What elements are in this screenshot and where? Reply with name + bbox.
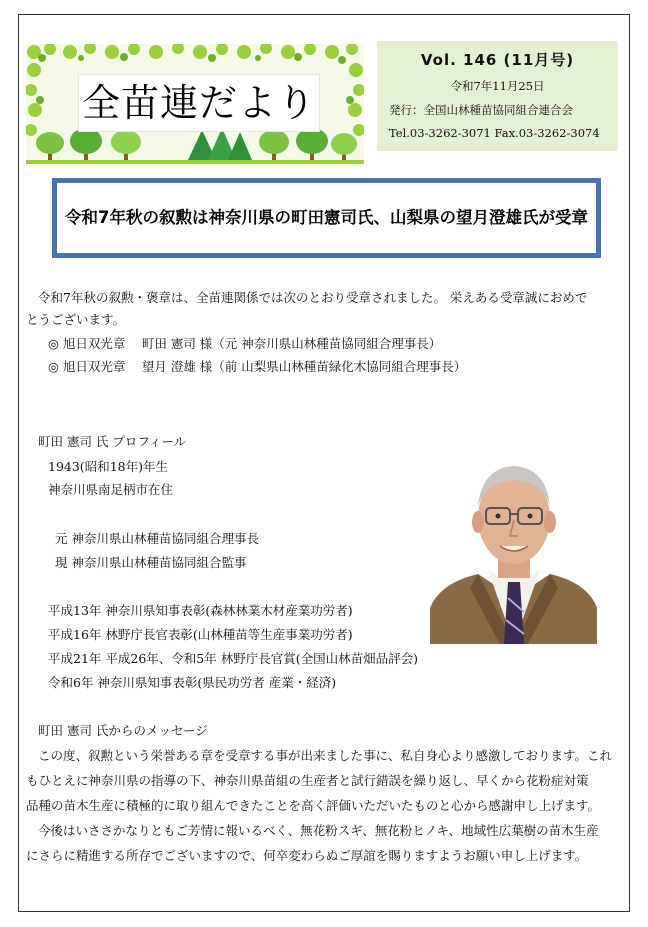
profile-birth: 1943(昭和18年)年生 bbox=[48, 459, 168, 474]
headline-box: 令和7年秋の叙勲は神奈川県の町田憲司氏、山梨県の望月澄雄氏が受章 bbox=[52, 178, 601, 258]
intro-line-2: とうございます。 bbox=[26, 312, 126, 327]
message-line: もひとえに神奈川県の指導の下、神奈川県苗組の生産者と試行錯誤を繰り返し、早くから花粉症対策 bbox=[26, 773, 589, 788]
message-line: にさらに精進する所存でございますので、何卒変わらぬご厚誼を賜りますようお願い申し上げます。 bbox=[26, 848, 588, 863]
profile-residence: 神奈川県南足柄市在住 bbox=[48, 482, 174, 497]
award-item: ◎ 旭日双光章 町田 憲司 様（元 神奈川県山林種苗協同組合理事長） bbox=[48, 336, 442, 351]
issue-date: 令和7年11月25日 bbox=[450, 79, 545, 93]
issue-info-box bbox=[377, 41, 618, 151]
issue-contact: Tel.03-3262-3071 Fax.03-3262-3074 bbox=[389, 126, 600, 140]
profile-position: 元 神奈川県山林種苗協同組合理事長 bbox=[55, 531, 259, 546]
intro-line-1: 令和7年秋の叙勲・褒章は、全苗連関係では次のとおり受章されました。 栄えある受章誠におめで bbox=[38, 290, 588, 305]
profile-honor: 平成13年 神奈川県知事表彰(森林林業木材産業功労者) bbox=[48, 603, 353, 618]
message-line: 品種の苗木生産に積極的に取り組んできたことを高く評価いただいたものと心から感謝申し上げます。 bbox=[26, 798, 601, 813]
profile-heading: 町田 憲司 氏 プロフィール bbox=[38, 434, 187, 449]
newsletter-title: 全苗連だより bbox=[78, 74, 320, 132]
issue-publisher: 発行：全国山林種苗協同組合連合会 bbox=[389, 103, 573, 117]
message-line: 今後はいささかなりともご芳情に報いるべく、無花粉スギ、無花粉ヒノキ、地域性広葉樹の苗木生産 bbox=[38, 823, 599, 838]
profile-position: 現 神奈川県山林種苗協同組合監事 bbox=[55, 555, 247, 570]
message-line: この度、叙勲という栄誉ある章を受章する事が出来ました事に、私自身心より感激しております。これ bbox=[38, 748, 613, 763]
profile-honor: 平成21年 平成26年、令和5年 林野庁長官賞(全国山林苗畑品評会) bbox=[48, 651, 418, 666]
message-heading: 町田 憲司 氏からのメッセージ bbox=[38, 723, 208, 738]
profile-honor: 平成16年 林野庁長官表彰(山林種苗等生産事業功労者) bbox=[48, 627, 353, 642]
issue-volume: Vol. 146 (11月号) bbox=[420, 51, 575, 69]
award-item: ◎ 旭日双光章 望月 澄雄 様（前 山梨県山林種苗緑化木協同組合理事長） bbox=[48, 359, 467, 374]
masthead bbox=[26, 44, 364, 164]
portrait-photo bbox=[430, 448, 597, 644]
profile-honor: 令和6年 神奈川県知事表彰(県民功労者 産業・経済) bbox=[48, 675, 337, 690]
